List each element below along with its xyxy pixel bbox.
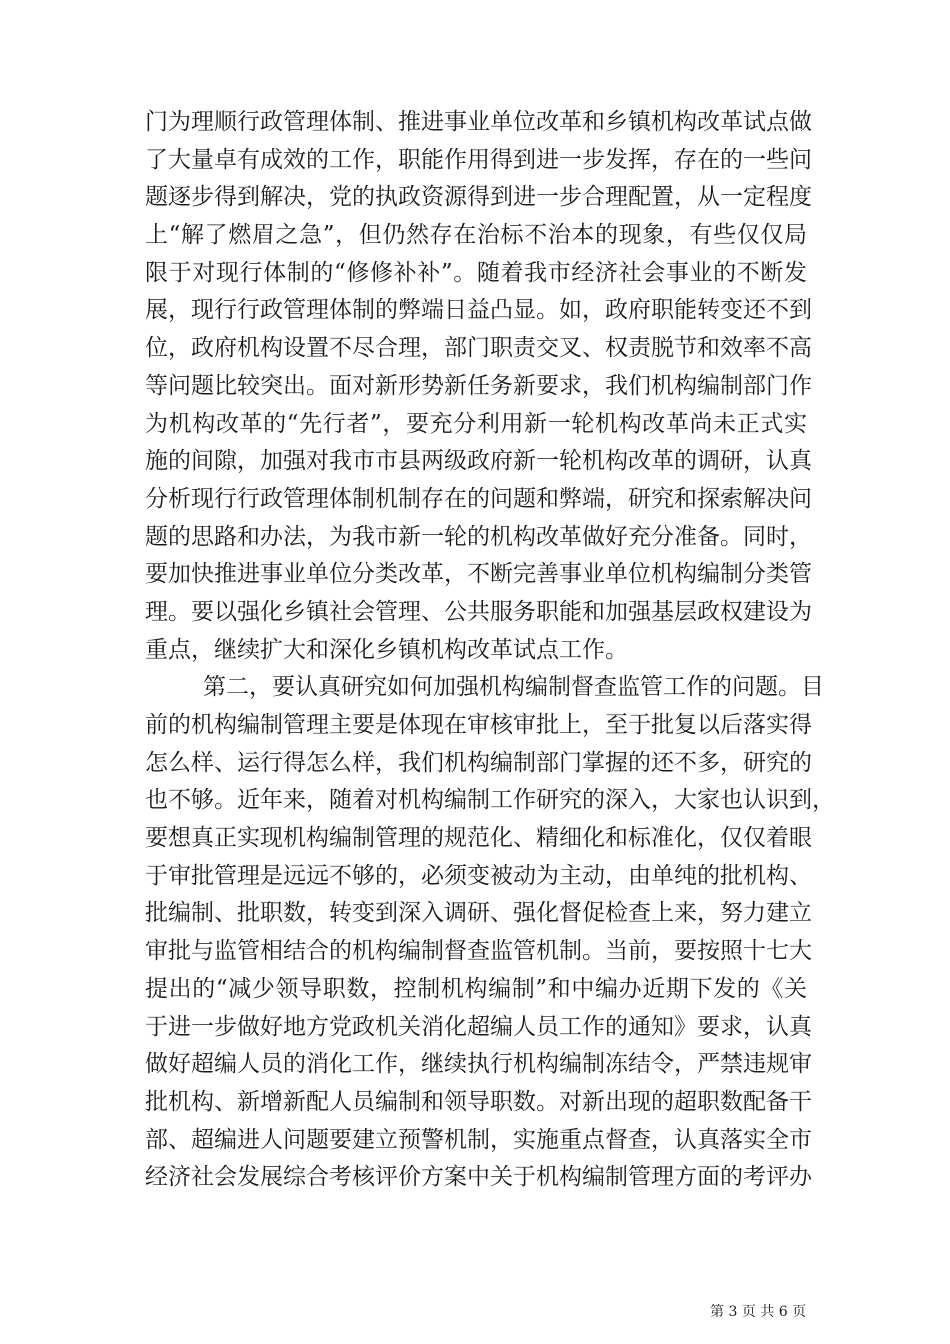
text-line: 展，现行行政管理体制的弊端日益凸显。如，政府职能转变还不到 (145, 297, 812, 324)
text-line: 于进一步做好地方党政机关消化超编人员工作的通知》要求，认真 (145, 1013, 812, 1040)
text-line: 门为理顺行政管理体制、推进事业单位改革和乡镇机构改革试点做 (145, 109, 812, 135)
text-line: 怎么样、运行得怎么样，我们机构编制部门掌握的还不多，研究的 (145, 749, 812, 776)
text-line: 理。要以强化乡镇社会管理、公共服务职能和加强基层政权建设为 (145, 598, 812, 625)
text-line: 题的思路和办法，为我市新一轮的机构改革做好充分准备。同时， (145, 523, 812, 550)
paragraph-2 (145, 669, 835, 1197)
text-line: 提出的“减少领导职数，控制机构编制”和中编办近期下发的《关 (145, 975, 807, 1002)
text-line: 要想真正实现机构编制管理的规范化、精细化和标准化，仅仅着眼 (145, 825, 812, 852)
text-line: 重点，继续扩大和深化乡镇机构改革试点工作。 (145, 636, 628, 663)
text-line: 了大量卓有成效的工作，职能作用得到进一步发挥，存在的一些问 (145, 146, 812, 173)
page-number: 第 3 页 共 6 页 (710, 1304, 807, 1320)
text-line: 施的间隙，加强对我市市县两级政府新一轮机构改革的调研，认真 (145, 448, 812, 475)
text-line: 也不够。近年来，随着对机构编制工作研究的深入，大家也认识到， (145, 787, 835, 814)
text-line: 要加快推进事业单位分类改革，不断完善事业单位机构编制分类管 (145, 561, 812, 588)
text-line: 分析现行行政管理体制机制存在的问题和弊端，研究和探索解决问 (145, 485, 812, 512)
text-line: 为机构改革的“先行者”，要充分利用新一轮机构改革尚未正式实 (145, 410, 807, 437)
text-line: 做好超编人员的消化工作，继续执行机构编制冻结令，严禁违规审 (145, 1051, 812, 1078)
text-line: 批编制、批职数，转变到深入调研、强化督促检查上来，努力建立 (145, 900, 812, 927)
text-line: 于审批管理是远远不够的，必须变被动为主动，由单纯的批机构、 (145, 862, 812, 889)
text-line: 等问题比较突出。面对新形势新任务新要求，我们机构编制部门作 (145, 372, 812, 399)
text-line: 题逐步得到解决，党的执政资源得到进一步合理配置，从一定程度 (145, 184, 812, 211)
text-line: 第二，要认真研究如何加强机构编制督查监管工作的问题。目 (203, 674, 824, 701)
text-line: 经济社会发展综合考核评价方案中关于机构编制管理方面的考评办 (145, 1164, 812, 1191)
text-line: 部、超编进人问题要建立预警机制，实施重点督查，认真落实全市 (145, 1126, 812, 1153)
paragraph-1 (145, 104, 812, 669)
document-body (145, 104, 835, 1197)
text-line: 批机构、新增新配人员编制和领导职数。对新出现的超职数配备干 (145, 1088, 812, 1115)
text-line: 位，政府机构设置不尽合理，部门职责交叉、权责脱节和效率不高 (145, 335, 812, 362)
text-line: 限于对现行体制的“修修补补”。随着我市经济社会事业的不断发 (145, 259, 807, 286)
text-line: 审批与监管相结合的机构编制督查监管机制。当前，要按照十七大 (145, 938, 812, 965)
text-line: 前的机构编制管理主要是体现在审核审批上，至于批复以后落实得 (145, 712, 812, 738)
text-line: 上“解了燃眉之急”，但仍然存在治标不治本的现象，有些仅仅局 (145, 222, 807, 249)
